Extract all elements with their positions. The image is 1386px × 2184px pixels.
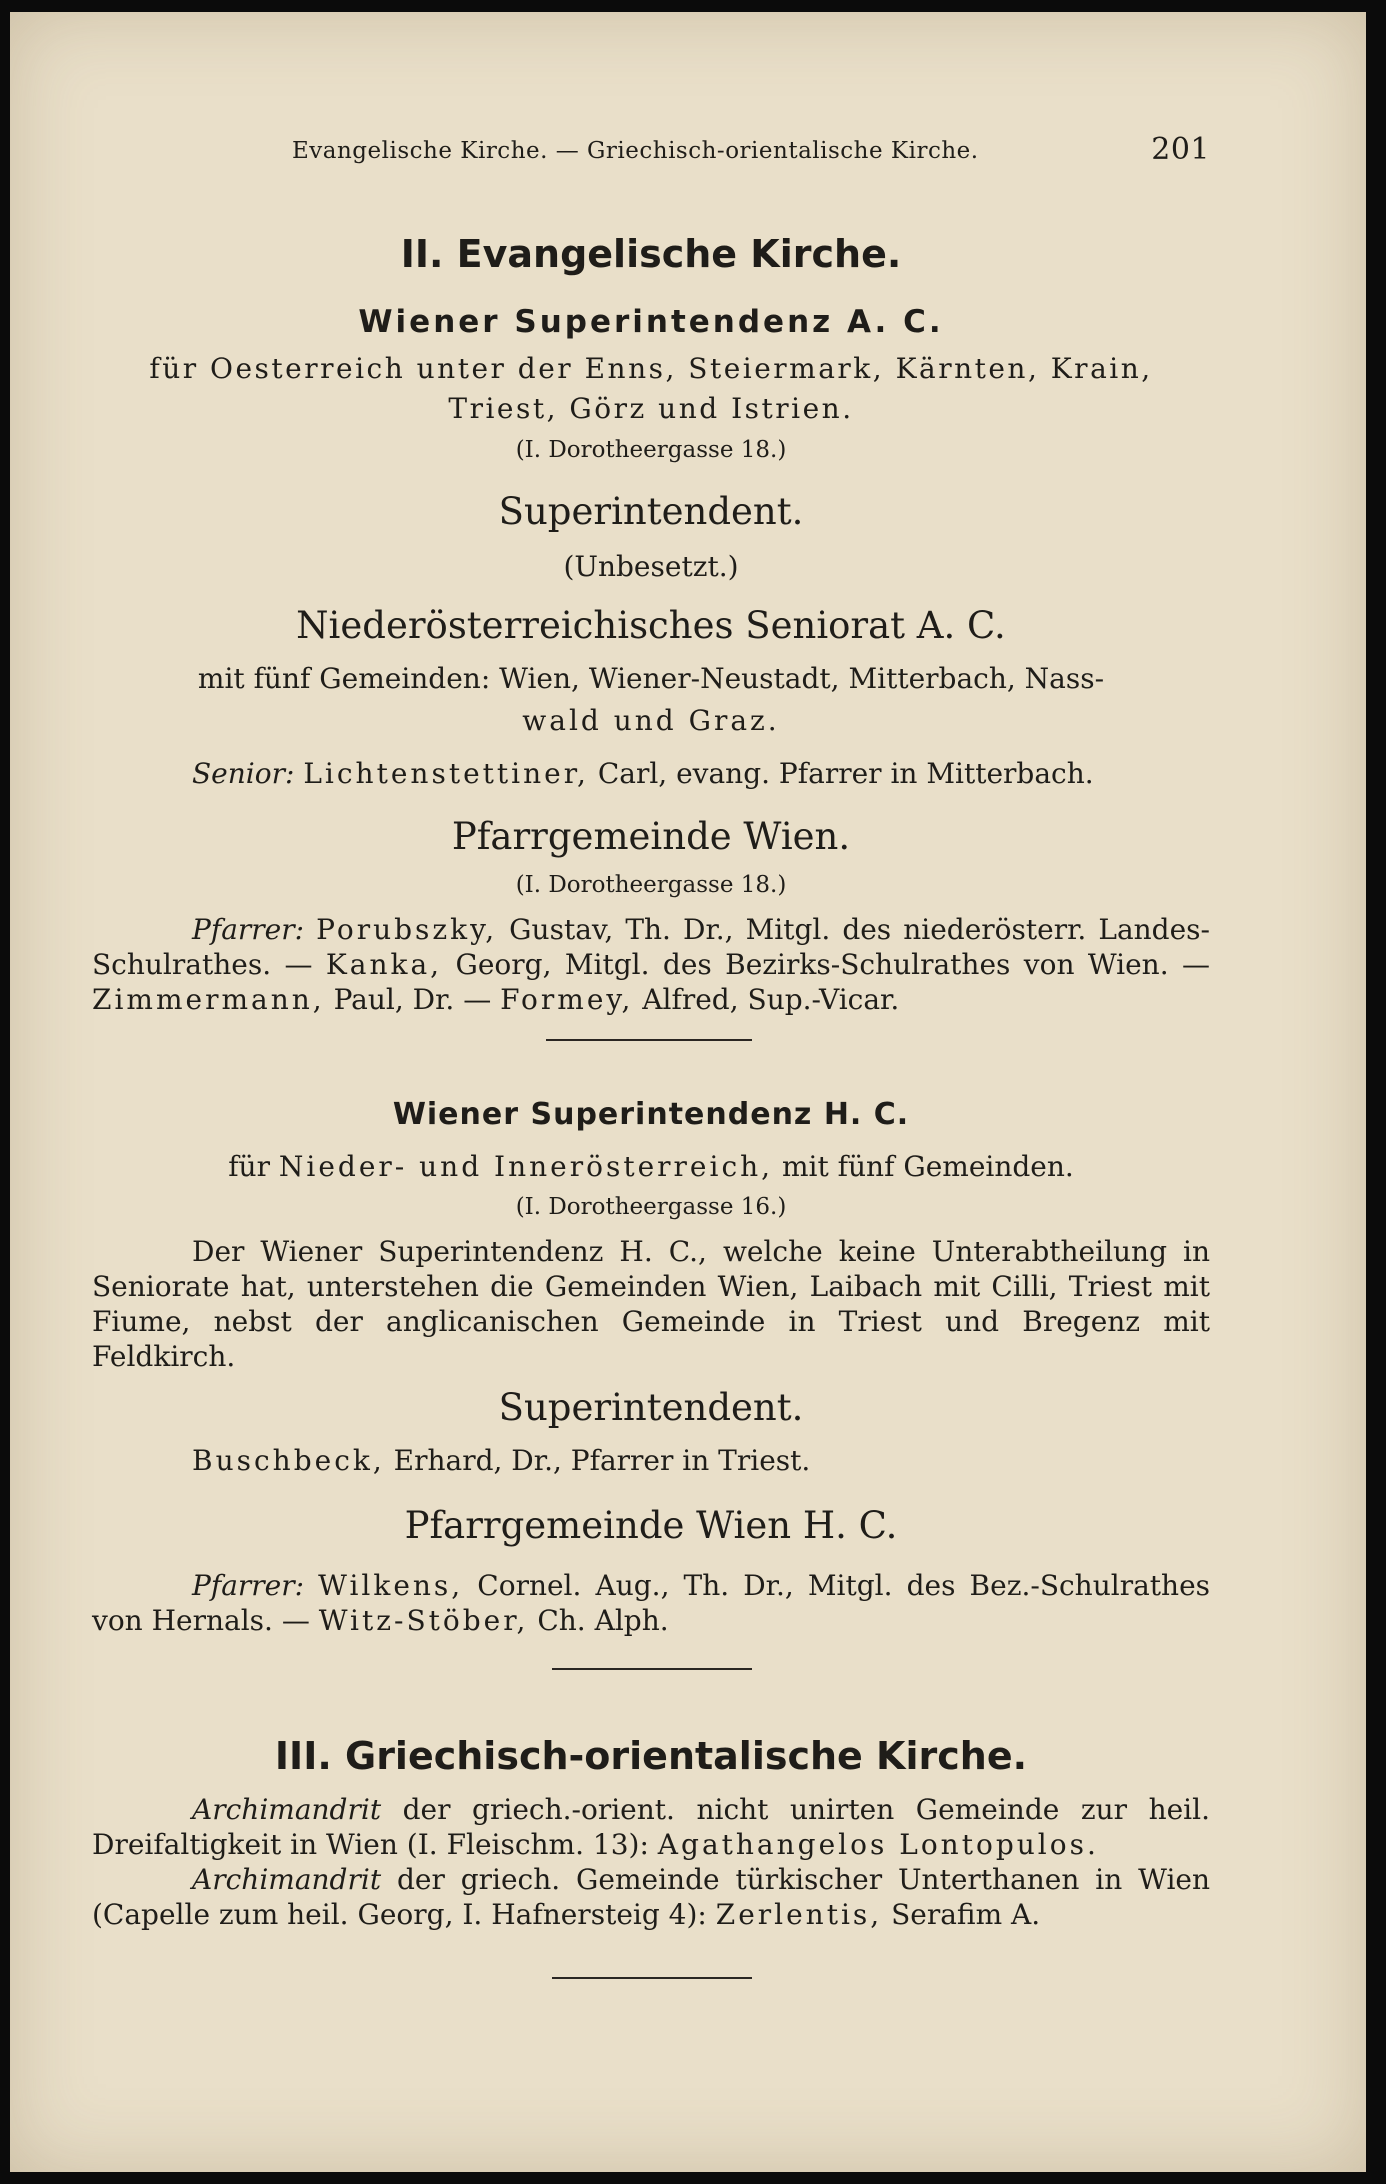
archimandrit-1-label: Archimandrit [192, 1793, 382, 1826]
wien-hc-title: Wiener Superintendenz H. C. [392, 1097, 910, 1132]
superintendent-heading-hc: Superintendent. [498, 1386, 804, 1429]
wien-ac-scope-line2: Triest, Görz und Istrien. [448, 392, 854, 425]
archimandrit-2-text: der griech. Gemeinde türkischer Unterthanen in Wien (Capelle zum heil. Georg, I. Hafnersteig 4): [92, 1863, 1210, 1931]
wien-hc-scope [92, 1150, 1210, 1183]
superintendent-hc-name: Buschbeck, [192, 1444, 385, 1477]
archimandrit-2-rest: Serafim A. [882, 1898, 1041, 1931]
pfarrer-paragraph-hc [92, 1568, 1210, 1638]
seniorat-line2: wald und Graz. [522, 704, 780, 737]
pfarrgemeinde-wien-address: (I. Dorotheergasse 18.) [515, 872, 787, 898]
senior-name: Lichtenstettiner, [303, 757, 589, 790]
page [10, 12, 1366, 2172]
superintendent-hc-line [192, 1444, 810, 1477]
archimandrit-paragraphs [92, 1792, 1210, 1932]
pfarrgemeinde-wien-hc-heading: Pfarrgemeinde Wien H. C. [404, 1504, 898, 1547]
pfarrer-rest-3: Paul, Dr. — [324, 983, 501, 1016]
divider-3 [552, 1977, 752, 1979]
wien-ac-scope-line1: für Oesterreich unter der Enns, Steiermark, Kärnten, Krain, [149, 352, 1153, 385]
archimandrit-1-text: der griech.-orient. nicht unirten Gemeinde zur heil. Dreifaltigkeit in Wien (I. Fleischm. 13): [92, 1793, 1210, 1861]
senior-rest: Carl, evang. Pfarrer in Mitterbach. [588, 757, 1094, 790]
pfarrer-paragraph-ac [92, 912, 1210, 1017]
senior-label: Senior: [192, 757, 295, 790]
pfarrer-hc-name-2: Witz-Stöber, [318, 1604, 529, 1637]
divider [546, 1039, 752, 1041]
archimandrit-2 [92, 1862, 1210, 1932]
section-heading-evangelische: II. Evangelische Kirche. [400, 232, 902, 276]
senior-line [192, 757, 1094, 790]
pfarrer-hc-rest-1: Cornel. Aug., Th. Dr., Mitgl. des Bez.-Schulrathes von Hernals. — [92, 1569, 1211, 1637]
archimandrit-1 [92, 1792, 1210, 1862]
seniorat-heading: Niederösterreichisches Seniorat A. C. [296, 604, 1006, 647]
pfarrer-name-2: Kanka, [325, 948, 443, 981]
wien-hc-scope-post: mit fünf Gemeinden. [773, 1150, 1074, 1183]
wien-hc-address: (I. Dorotheergasse 16.) [515, 1194, 787, 1220]
pfarrgemeinde-wien-heading: Pfarrgemeinde Wien. [451, 815, 851, 858]
superintendent-hc-rest: Erhard, Dr., Pfarrer in Triest. [384, 1444, 811, 1477]
pfarrer-hc-label: Pfarrer: [192, 1569, 305, 1602]
pfarrer-rest-4: Alfred, Sup.-Vicar. [633, 983, 900, 1016]
pfarrer-name-3: Zimmermann, [92, 983, 325, 1016]
archimandrit-2-name: Zerlentis, [715, 1898, 883, 1931]
pfarrer-rest-1: Gustav, Th. Dr., Mitgl. des niederösterr. Landes-Schulrathes. — [92, 913, 1211, 981]
pfarrer-rest-2: Georg, Mitgl. des Bezirks-Schulrathes von Wien. — [442, 948, 1211, 981]
seniorat-line1: mit fünf Gemeinden: Wien, Wiener-Neustadt, Mitterbach, Nass- [197, 662, 1105, 695]
wien-hc-paragraph: Der Wiener Superintendenz H. C., welche keine Unterabtheilung in Seniorate hat, unterstehen die Gemeinden Wien, Laibach mit Cilli, Triest mit Fiume, nebst der anglicanischen Gemeinde in Triest und Bregenz mit Feldkirch. [92, 1235, 1210, 1373]
archimandrit-2-label: Archimandrit [192, 1863, 382, 1896]
archimandrit-1-name: Agathangelos Lontopulos. [657, 1828, 1099, 1861]
wien-hc-scope-spaced: Nieder- und Innerösterreich, [278, 1150, 774, 1183]
running-title: Evangelische Kirche. — Griechisch-orientalische Kirche. [292, 138, 979, 164]
wien-ac-address: (I. Dorotheergasse 18.) [515, 437, 787, 463]
pfarrer-name-1: Porubszky, [316, 913, 498, 946]
superintendent-value-ac: (Unbesetzt.) [563, 550, 739, 583]
wien-ac-title: Wiener Superintendenz A. C. [358, 304, 944, 340]
pfarrer-hc-rest-2: Ch. Alph. [528, 1604, 669, 1637]
divider-2 [552, 1668, 752, 1670]
pfarrer-label: Pfarrer: [192, 913, 305, 946]
pfarrer-hc-name-1: Wilkens, [318, 1569, 464, 1602]
superintendent-heading-ac: Superintendent. [498, 490, 804, 533]
page-number: 201 [1151, 132, 1210, 167]
wien-hc-scope-pre: für [228, 1150, 279, 1183]
pfarrer-name-4: Formey, [500, 983, 634, 1016]
section-heading-griechisch: III. Griechisch-orientalische Kirche. [274, 1734, 1028, 1778]
